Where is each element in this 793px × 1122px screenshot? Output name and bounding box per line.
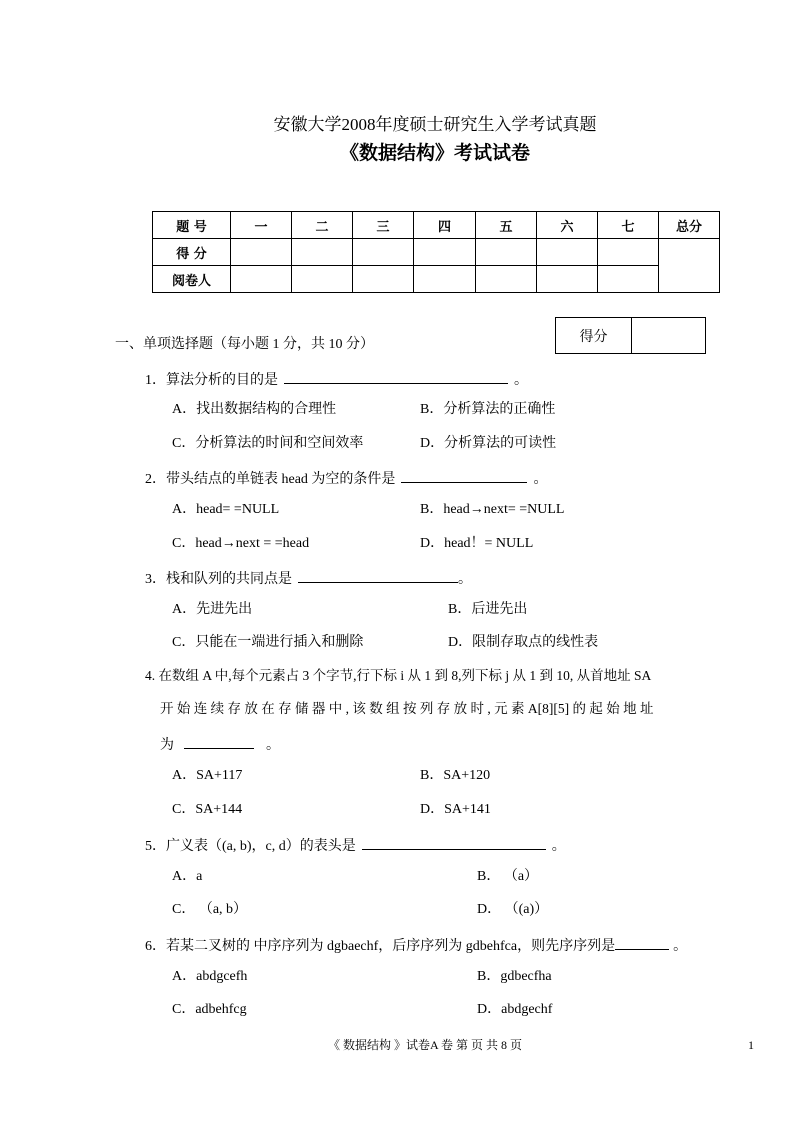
header-cell: 三	[353, 212, 414, 239]
section-score-box	[555, 317, 706, 354]
score-box-label: 得分	[556, 318, 632, 354]
option: C．分析算法的时间和空间效率	[172, 436, 364, 451]
option: D． （(a)）	[477, 902, 549, 917]
score-cell	[292, 239, 353, 266]
exam-title: 安徽大学2008年度硕士研究生入学考试真题	[273, 115, 597, 134]
option: C．只能在一端进行插入和删除	[172, 635, 364, 650]
row-label: 得 分	[153, 239, 231, 266]
grader-cell	[353, 266, 414, 293]
option: D．head！= NULL	[420, 536, 534, 551]
header-cell: 一	[231, 212, 292, 239]
header-cell: 七	[598, 212, 659, 239]
option: A．head= =NULL	[172, 502, 280, 517]
question-stem: 5．广义表（(a, b)，c, d）的表头是	[145, 839, 356, 854]
question-stem: 2．带头结点的单链表 head 为空的条件是	[145, 472, 396, 487]
option: B． （a）	[477, 869, 539, 884]
score-table	[152, 211, 720, 293]
row-label: 阅卷人	[153, 266, 231, 293]
option: A．找出数据结构的合理性	[172, 402, 337, 417]
question-stem: 6．若某二叉树的 中序序列为 dgbaechf，后序序列为 gdbehfca，则先序序列是	[145, 939, 616, 954]
option: D．分析算法的可读性	[420, 436, 557, 451]
option: C． （a, b）	[172, 902, 248, 917]
option: B．gdbecfha	[477, 969, 552, 984]
option: B．head→next= =NULL	[420, 502, 565, 517]
option: B．SA+120	[420, 768, 491, 783]
answer-blank	[401, 468, 527, 483]
option: C．head→next = =head	[172, 536, 310, 551]
question-1	[145, 369, 528, 390]
header-cell: 题 号	[153, 212, 231, 239]
punct: 。	[673, 939, 688, 954]
header-cell: 二	[292, 212, 353, 239]
score-cell	[353, 239, 414, 266]
score-box-value	[632, 318, 706, 354]
section-heading: 一、单项选择题（每小题 1 分，共 10 分）	[115, 337, 374, 352]
score-cell	[537, 239, 598, 266]
grader-cell	[292, 266, 353, 293]
header-cell: 四	[414, 212, 476, 239]
question-5	[145, 835, 566, 856]
answer-blank	[362, 835, 546, 850]
option: A．SA+117	[172, 768, 243, 783]
option: D．SA+141	[420, 802, 491, 817]
punct: 。	[458, 572, 472, 587]
grader-cell	[537, 266, 598, 293]
page-number: 1	[748, 1038, 754, 1052]
option: A．a	[172, 869, 203, 884]
option: C．adbehfcg	[172, 1002, 247, 1017]
grader-cell	[598, 266, 659, 293]
question-stem: 为	[160, 738, 174, 753]
punct: 。	[551, 839, 566, 854]
grader-cell	[231, 266, 292, 293]
question-stem: 1．算法分析的目的是	[145, 373, 278, 388]
punct: 。	[266, 738, 280, 753]
option: D．abdgechf	[477, 1002, 553, 1017]
exam-subtitle: 《数据结构》考试试卷	[339, 142, 530, 164]
punct: 。	[514, 373, 528, 388]
question-3	[145, 568, 472, 589]
total-cell	[659, 239, 720, 293]
grader-cell	[414, 266, 476, 293]
score-cell	[414, 239, 476, 266]
header-cell: 总分	[659, 212, 720, 239]
option: B．后进先出	[448, 602, 528, 617]
question-4-line-3	[160, 734, 280, 755]
answer-blank	[284, 369, 508, 384]
question-stem: 3．栈和队列的共同点是	[145, 572, 292, 587]
option: A．先进先出	[172, 602, 253, 617]
answer-blank	[298, 568, 458, 583]
option: C．SA+144	[172, 802, 243, 817]
option: D．限制存取点的线性表	[448, 635, 599, 650]
punct: 。	[533, 472, 548, 487]
question-6	[145, 935, 687, 956]
question-2	[145, 468, 547, 489]
header-cell: 六	[537, 212, 598, 239]
score-cell	[231, 239, 292, 266]
question-4-line-2: 开 始 连 续 存 放 在 存 储 器 中 , 该 数 组 按 列 存 放 时 , 元 素 A[8][5] 的 起 始 地 址	[160, 701, 654, 716]
header-cell: 五	[476, 212, 537, 239]
question-4-line-1: 4. 在数组 A 中,每个元素占 3 个字节,行下标 i 从 1 到 8,列下标 j 从 1 到 10, 从首地址 SA	[145, 668, 652, 683]
page-footer: 《 数据结构 》试卷A 卷 第 页 共 8 页	[327, 1038, 522, 1052]
option: B．分析算法的正确性	[420, 402, 556, 417]
answer-blank	[184, 734, 254, 749]
answer-blank	[615, 935, 669, 950]
score-cell	[598, 239, 659, 266]
grader-cell	[476, 266, 537, 293]
option: A．abdgcefh	[172, 969, 248, 984]
score-cell	[476, 239, 537, 266]
